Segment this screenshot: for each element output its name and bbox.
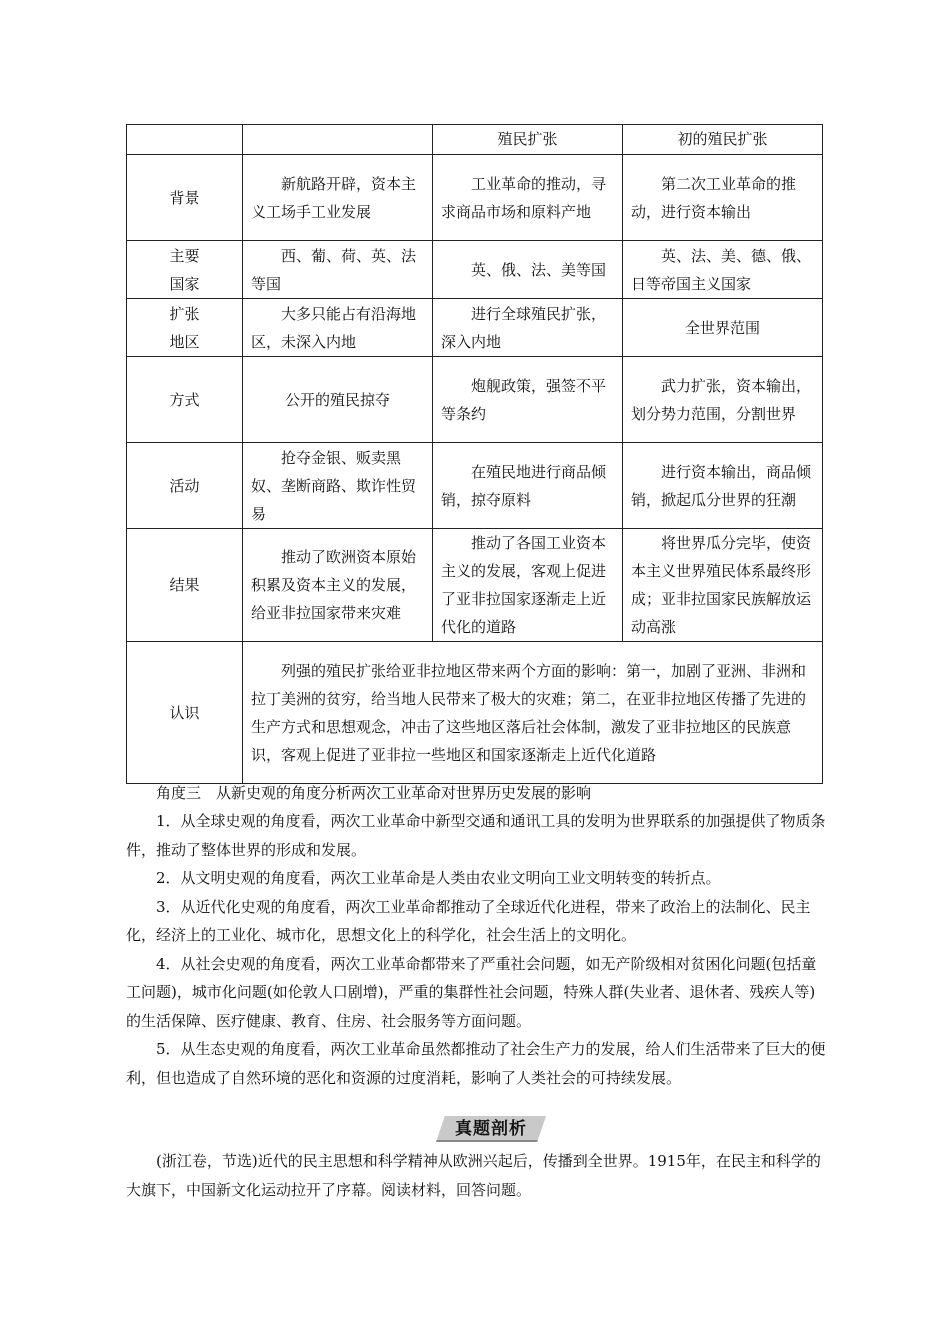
table-cell: 进行资本输出，商品倾销，掀起瓜分世界的狂潮 — [623, 443, 823, 529]
list-item: 5．从生态史观的角度看，两次工业革命虽然都推动了社会生产力的发展，给人们生活带来了巨大的便利，但也造成了自然环境的恶化和资源的过度消耗，影响了人类社会的可持续发展。 — [126, 1040, 826, 1087]
row-label: 结果 — [127, 529, 243, 642]
table-row — [127, 443, 823, 529]
table-row — [127, 299, 823, 357]
recognition-cell: 列强的殖民扩张给亚非拉地区带来两个方面的影响：第一，加剧了亚洲、非洲和拉丁美洲的贫穷，给当地人民带来了极大的灾难；第二，在亚非拉地区传播了先进的生产方式和思想观念，冲击了这些地区落后社会体制，激发了亚非拉地区的民族意识，客观上促进了亚非拉一些地区和国家逐渐走上近代化道路 — [243, 642, 823, 784]
list-item: 2．从文明史观的角度看，两次工业革命是人类由农业文明向工业文明转变的转折点。 — [156, 869, 721, 887]
table-cell: 工业革命的推动，寻求商品市场和原料产地 — [433, 155, 623, 241]
table-cell: 全世界范围 — [623, 299, 823, 357]
table-row — [127, 529, 823, 642]
row-label: 活动 — [127, 443, 243, 529]
table-cell: 进行全球殖民扩张，深入内地 — [433, 299, 623, 357]
table-cell: 公开的殖民掠夺 — [243, 357, 433, 443]
row-label: 背景 — [127, 155, 243, 241]
table-cell: 英、法、美、德、俄、日等帝国主义国家 — [623, 241, 823, 299]
table-cell: 武力扩张，资本输出，划分势力范围，分割世界 — [623, 357, 823, 443]
table-cell: 英、俄、法、美等国 — [433, 241, 623, 299]
table-cell: 推动了各国工业资本主义的发展，客观上促进了亚非拉国家逐渐走上近代化的道路 — [433, 529, 623, 642]
row-label-text: 主要国家 — [169, 246, 200, 293]
row-label — [127, 299, 243, 357]
question-intro — [126, 1147, 826, 1204]
table-cell: 推动了欧洲资本原始积累及资本主义的发展，给亚非拉国家带来灾难 — [243, 529, 433, 642]
row-label: 方式 — [127, 357, 243, 443]
header-cell — [243, 125, 433, 155]
table-cell: 抢夺金银、贩卖黑奴、垄断商路、欺诈性贸易 — [243, 443, 433, 529]
table-row-recognition — [127, 642, 823, 784]
list-item: 4．从社会史观的角度看，两次工业革命都带来了严重社会问题，如无产阶级相对贫困化问题(包括童工问题)，城市化问题(如伦敦人口剧增)，严重的集群性社会问题，特殊人群(失业者、退休者、残疾人等)的生活保障、医疗健康、教育、住房、社会服务等方面问题。 — [126, 954, 817, 1030]
question-intro-text: (浙江卷，节选)近代的民主思想和科学精神从欧洲兴起后，传播到全世界。1915年，在民主和科学的大旗下，中国新文化运动拉开了序幕。阅读材料，回答问题。 — [126, 1152, 821, 1199]
row-label — [127, 241, 243, 299]
section-badge — [436, 1116, 546, 1142]
list-item: 3．从近代化史观的角度看，两次工业革命都推动了全球近代化进程，带来了政治上的法制化、民主化，经济上的工业化、城市化，思想文化上的科学化，社会生活上的文明化。 — [126, 897, 811, 944]
table-cell: 将世界瓜分完毕，使资本主义世界殖民体系最终形成；亚非拉国家民族解放运动高涨 — [623, 529, 823, 642]
table-cell: 炮舰政策，强签不平等条约 — [433, 357, 623, 443]
row-label: 认识 — [127, 642, 243, 784]
points-list — [126, 807, 826, 1092]
colonial-expansion-table — [126, 124, 823, 784]
table-header-row — [127, 125, 823, 155]
table-cell: 新航路开辟，资本主义工场手工业发展 — [243, 155, 433, 241]
angle-title-text: 角度三 从新史观的角度分析两次工业革命对世界历史发展的影响 — [156, 784, 592, 802]
table-cell: 西、葡、荷、英、法等国 — [243, 241, 433, 299]
table-row — [127, 155, 823, 241]
list-item: 1．从全球史观的角度看，两次工业革命中新型交通和通讯工具的发明为世界联系的加强提供了物质条件，推动了整体世界的形成和发展。 — [126, 812, 826, 859]
table-row — [127, 241, 823, 299]
header-cell: 殖民扩张 — [433, 125, 623, 155]
section-badge-label: 真题剖析 — [455, 1119, 527, 1139]
table-cell: 第二次工业革命的推动，进行资本输出 — [623, 155, 823, 241]
header-cell — [127, 125, 243, 155]
angle-title — [126, 779, 826, 808]
table-row — [127, 357, 823, 443]
row-label-text: 扩张地区 — [169, 304, 200, 351]
table-cell: 大多只能占有沿海地区，未深入内地 — [243, 299, 433, 357]
header-cell: 初的殖民扩张 — [623, 125, 823, 155]
table-cell: 在殖民地进行商品倾销，掠夺原料 — [433, 443, 623, 529]
